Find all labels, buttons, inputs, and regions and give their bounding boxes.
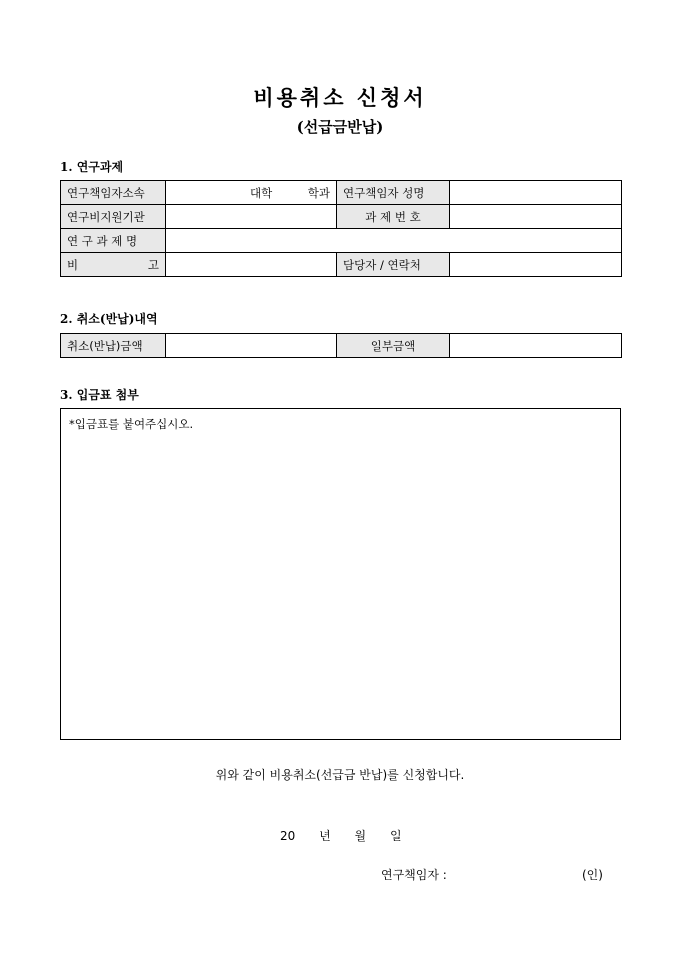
cancellation-table [60,333,622,358]
remarks-label [61,253,166,277]
project-title-label: 연 구 과 제 명 [61,229,166,253]
contact-field[interactable] [450,253,622,277]
funding-agency-field[interactable] [166,205,337,229]
date-line [280,827,422,844]
day-unit: 일 [389,829,402,843]
signer-label: 연구책임자 : [381,868,447,882]
table-row [61,181,622,205]
partial-amount-field[interactable] [450,334,622,358]
partial-amount-label: 일부금액 [337,334,450,358]
remarks-label-right: 고 [147,257,159,272]
remarks-label-left: 비 [67,257,79,272]
cancel-amount-field[interactable] [166,334,337,358]
contact-label: 담당자 / 연락처 [337,253,450,277]
department-suffix: 학과 [307,185,330,200]
table-row [61,205,622,229]
month-unit: 월 [354,829,367,843]
table-row [61,253,622,277]
section-1-heading: 1. 연구과제 [60,160,124,174]
cancel-amount-label: 취소(반납)금액 [61,334,166,358]
affiliation-field[interactable] [166,181,337,205]
receipt-attachment-box[interactable] [60,408,621,740]
funding-agency-label: 연구비지원기관 [61,205,166,229]
researcher-name-label: 연구책임자 성명 [337,181,450,205]
remarks-field[interactable] [166,253,337,277]
application-statement: 위와 같이 비용취소(선급금 반납)를 신청합니다. [215,768,465,782]
table-row [61,229,622,253]
university-suffix: 대학 [250,185,273,200]
researcher-name-field[interactable] [450,181,622,205]
project-title-field[interactable] [166,229,622,253]
section-2-heading: 2. 취소(반납)내역 [60,312,158,326]
year-prefix: 20 [280,829,296,843]
document-subtitle: (선급금반납) [296,118,384,136]
year-unit: 년 [319,829,331,843]
project-info-table [60,180,622,277]
affiliation-label: 연구책임자소속 [61,181,166,205]
project-number-field[interactable] [450,205,622,229]
table-row [61,334,622,358]
document-title: 비용취소 신청서 [253,85,427,110]
section-3-heading: 3. 입금표 첨부 [60,388,139,402]
seal-mark: (인) [582,868,603,882]
attachment-note: *입금표를 붙여주십시오. [69,417,194,431]
project-number-label: 과 제 번 호 [337,205,450,229]
